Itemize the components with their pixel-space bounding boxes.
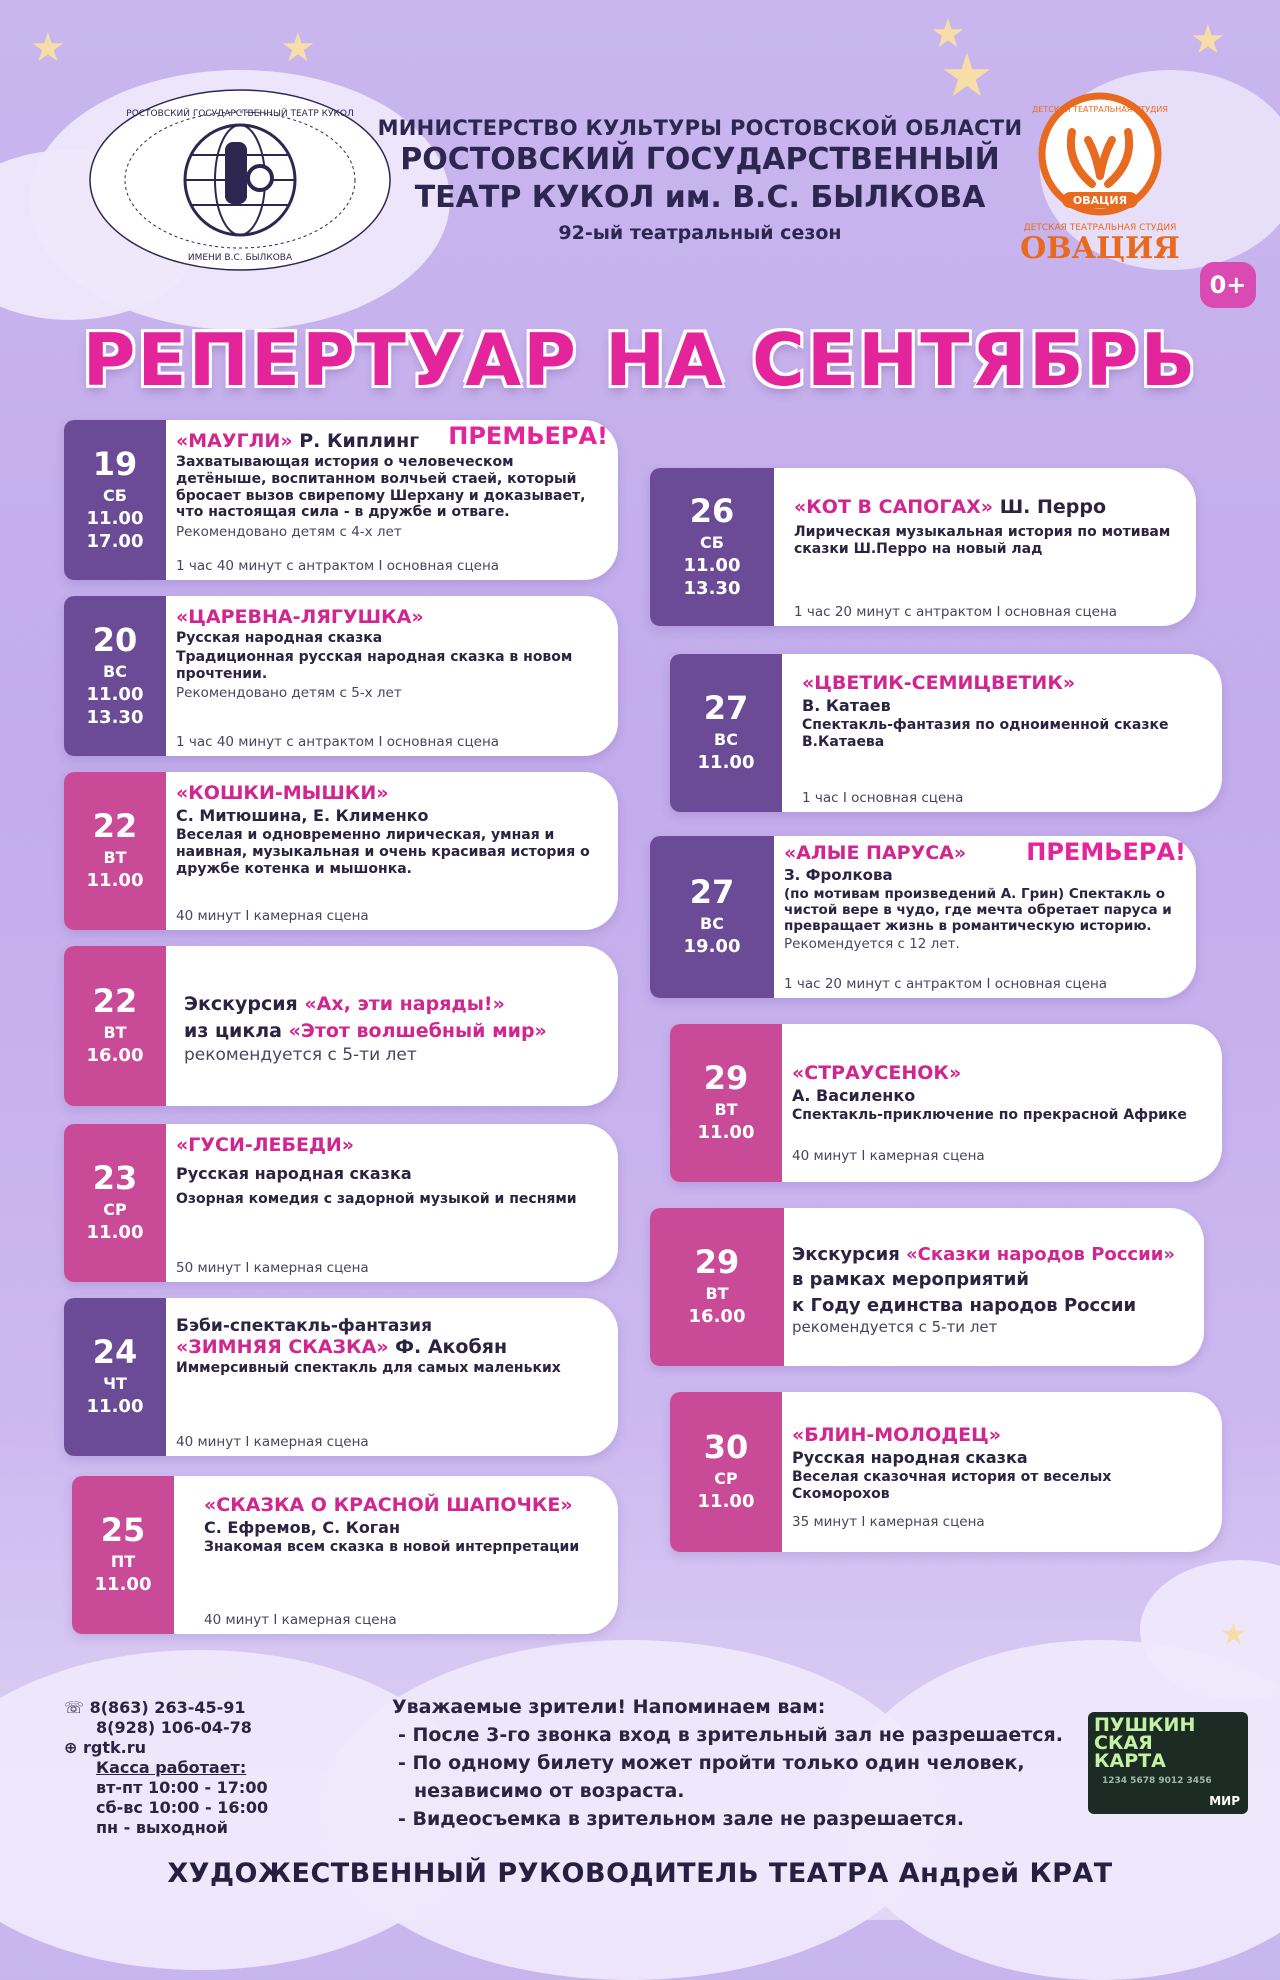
event-weekday: ЧТ bbox=[103, 1374, 127, 1394]
event-duration-stage: 1 час 40 минут с антрактом I основная сцена bbox=[176, 558, 500, 574]
pushkin-card-line2: СКАЯ bbox=[1094, 1732, 1153, 1754]
event-card[interactable] bbox=[670, 1392, 1222, 1552]
event-author: Р. Киплинг bbox=[292, 430, 420, 452]
artistic-director: ХУДОЖЕСТВЕННЫЙ РУКОВОДИТЕЛЬ ТЕАТРА Андрей КРАТ bbox=[167, 1858, 1113, 1889]
date-block bbox=[670, 1024, 782, 1182]
studio-caption: ДЕТСКАЯ ТЕАТРАЛЬНАЯ СТУДИЯ bbox=[1023, 223, 1177, 233]
event-duration-stage: 40 минут I камерная сцена bbox=[176, 908, 369, 924]
event-weekday: ВТ bbox=[103, 848, 127, 868]
event-description: Спектакль-приключение по прекрасной Африке bbox=[792, 1107, 1187, 1124]
event-day: 29 bbox=[694, 1243, 740, 1282]
excursion-card[interactable] bbox=[64, 946, 618, 1106]
notice-item: - После 3-го звонка вход в зрительный зал не разрешается. bbox=[398, 1724, 1063, 1746]
date-block bbox=[64, 596, 166, 756]
event-card[interactable] bbox=[64, 420, 618, 580]
event-age-recommendation: Рекомендовано детям с 5-х лет bbox=[176, 685, 402, 702]
date-block bbox=[64, 1298, 166, 1456]
pushkin-card-line1: ПУШКИН bbox=[1094, 1714, 1196, 1736]
event-author: Ф. Акобян bbox=[388, 1336, 508, 1359]
contact-phone1[interactable]: ☏ 8(863) 263-45-91 bbox=[64, 1698, 246, 1717]
notice-item: - По одному билету может пройти только один человек, bbox=[398, 1752, 1025, 1774]
event-time: 11.00 bbox=[697, 1122, 755, 1144]
date-block bbox=[670, 1392, 782, 1552]
event-age-recommendation: Рекомендовано детям с 4-х лет bbox=[176, 524, 402, 541]
event-day: 23 bbox=[92, 1159, 138, 1198]
event-card[interactable] bbox=[64, 1298, 618, 1456]
event-duration-stage: 1 час 20 минут с антрактом I основная сцена bbox=[794, 604, 1118, 620]
event-weekday: ВТ bbox=[705, 1284, 729, 1304]
notice-title: Уважаемые зрители! Напоминаем вам: bbox=[392, 1696, 826, 1718]
excursion-label: Экскурсия bbox=[184, 993, 305, 1016]
globe-icon: ⊕ bbox=[64, 1738, 83, 1757]
event-description: Спектакль-фантазия по одноименной сказке В.Катаева bbox=[802, 717, 1169, 750]
excursion-title: «Ах, эти наряды!» bbox=[304, 993, 505, 1016]
event-day: 26 bbox=[689, 491, 735, 530]
event-age-recommendation: рекомендуется с 5-ти лет bbox=[184, 1044, 417, 1065]
event-subtitle: С. Ефремов, С. Коган bbox=[204, 1518, 401, 1537]
event-time: 13.30 bbox=[86, 707, 144, 729]
event-title: «КОТ В САПОГАХ» bbox=[794, 496, 994, 518]
event-time: 11.00 bbox=[86, 683, 144, 705]
event-duration-stage: 40 минут I камерная сцена bbox=[176, 1434, 369, 1450]
date-block bbox=[650, 468, 774, 626]
event-description: (по мотивам произведений А. Грин) Спектакль о чистой вере в чудо, где мечта обретает паруса и превращает жизнь в романтическую историю. bbox=[784, 886, 1172, 935]
event-day: 27 bbox=[703, 689, 749, 728]
event-time: 19.00 bbox=[683, 936, 741, 958]
event-card[interactable] bbox=[64, 1124, 618, 1282]
event-subtitle: Русская народная сказка bbox=[176, 1164, 412, 1183]
event-description: Иммерсивный спектакль для самых маленьких bbox=[176, 1360, 561, 1377]
star-icon: ★ bbox=[940, 41, 994, 111]
date-block bbox=[670, 654, 782, 812]
contact-phone2[interactable]: 8(928) 106-04-78 bbox=[96, 1718, 252, 1737]
event-duration-stage: 1 час 20 минут с антрактом I основная сцена bbox=[784, 976, 1108, 992]
event-weekday: СР bbox=[103, 1200, 127, 1220]
event-weekday: ПТ bbox=[110, 1552, 136, 1572]
event-weekday: ВТ bbox=[103, 1023, 127, 1043]
event-subtitle: Русская народная сказка bbox=[176, 630, 383, 646]
studio-small-name: ОВАЦИЯ bbox=[1072, 194, 1128, 207]
event-time: 16.00 bbox=[86, 1045, 144, 1067]
event-time: 16.00 bbox=[688, 1306, 746, 1328]
event-title: «МАУГЛИ» bbox=[176, 430, 293, 452]
star-icon: ★ bbox=[280, 25, 316, 71]
event-card[interactable] bbox=[72, 1476, 618, 1634]
event-age-recommendation: рекомендуется с 5-ти лет bbox=[792, 1317, 998, 1336]
event-card[interactable] bbox=[670, 1024, 1222, 1182]
box-office-title: Касса работает: bbox=[96, 1758, 247, 1777]
event-description: Веселая и одновременно лирическая, умная и наивная, музыкальная и очень красивая история о дружбе котенка и мышонка. bbox=[176, 827, 590, 877]
box-office-hours-weekday: вт-пт 10:00 - 17:00 bbox=[96, 1778, 268, 1797]
event-title: «ЦАРЕВНА-ЛЯГУШКА» bbox=[176, 606, 424, 628]
pushkin-card-number: 1234 5678 9012 3456 bbox=[1102, 1776, 1212, 1786]
notice-item-continued: независимо от возраста. bbox=[414, 1780, 685, 1802]
event-subtitle: З. Фролкова bbox=[784, 866, 893, 884]
mir-logo: МИР bbox=[1209, 1794, 1240, 1808]
event-time: 11.00 bbox=[86, 870, 144, 892]
event-duration-stage: 1 час 40 минут с антрактом I основная сцена bbox=[176, 734, 500, 750]
event-title: «ГУСИ-ЛЕБЕДИ» bbox=[176, 1134, 355, 1156]
event-day: 24 bbox=[92, 1333, 138, 1372]
excursion-label: Экскурсия bbox=[792, 1244, 907, 1266]
event-time: 11.00 bbox=[94, 1574, 152, 1596]
season-text: 92-ый театральный сезон bbox=[558, 222, 842, 244]
event-title: «АЛЫЕ ПАРУСА» bbox=[784, 842, 967, 864]
event-subtitle: Русская народная сказка bbox=[792, 1448, 1028, 1467]
box-office-hours-weekend: сб-вс 10:00 - 16:00 bbox=[96, 1798, 269, 1817]
event-title: «БЛИН-МОЛОДЕЦ» bbox=[792, 1424, 1002, 1446]
event-card[interactable] bbox=[650, 468, 1196, 626]
studio-name: ОВАЦИЯ bbox=[1020, 231, 1180, 262]
star-icon: ★ bbox=[930, 11, 966, 57]
event-description: Традиционная русская народная сказка в новом прочтении. bbox=[176, 648, 573, 682]
ovation-studio-logo bbox=[1000, 92, 1200, 262]
date-block bbox=[64, 1124, 166, 1282]
event-time: 11.00 bbox=[697, 752, 755, 774]
event-title: «ЦВЕТИК-СЕМИЦВЕТИК» bbox=[802, 672, 1076, 694]
phone-icon: ☏ bbox=[64, 1698, 90, 1717]
event-age-recommendation: Рекомендуется с 12 лет. bbox=[784, 935, 960, 952]
date-block bbox=[64, 946, 166, 1106]
event-description: Озорная комедия с задорной музыкой и песнями bbox=[176, 1191, 577, 1208]
event-title: «КОШКИ-МЫШКИ» bbox=[176, 782, 389, 804]
excursion-line3: к Году единства народов России bbox=[792, 1294, 1137, 1316]
age-rating-badge: 0+ bbox=[1200, 262, 1256, 308]
event-description: Захватывающая история о человеческом детёныше, воспитанном волчьей стаей, который бросает вызов свирепому Шерхану и доказывает, что настоящая сила - в дружбе и отваге. bbox=[176, 454, 586, 521]
notice-item: - Видеосъемка в зрительном зале не разрешается. bbox=[398, 1808, 965, 1830]
event-weekday: СБ bbox=[700, 532, 724, 552]
event-title: «СТРАУСЕНОК» bbox=[792, 1062, 962, 1084]
event-day: 25 bbox=[100, 1511, 146, 1550]
date-block bbox=[72, 1476, 174, 1634]
event-weekday: ВС bbox=[700, 914, 724, 934]
pushkin-card-line3: КАРТА bbox=[1094, 1750, 1166, 1772]
theatre-seal-logo bbox=[80, 80, 400, 280]
event-duration-stage: 35 минут I камерная сцена bbox=[792, 1514, 985, 1530]
event-time: 11.00 bbox=[86, 1396, 144, 1418]
excursion-line2: в рамках мероприятий bbox=[792, 1269, 1029, 1291]
page-title: РЕПЕРТУАР НА СЕНТЯБРЬ bbox=[82, 318, 1198, 402]
event-weekday: ВС bbox=[714, 730, 738, 750]
event-author: Ш. Перро bbox=[993, 496, 1107, 518]
studio-ring-text: ДЕТСКАЯ ТЕАТРАЛЬНАЯ СТУДИЯ bbox=[1032, 105, 1168, 114]
event-card[interactable] bbox=[64, 772, 618, 930]
event-weekday: СР bbox=[714, 1469, 738, 1489]
theatre-name-line2: ТЕАТР КУКОЛ им. В.С. БЫЛКОВА bbox=[414, 180, 986, 215]
event-time: 13.30 bbox=[683, 578, 741, 600]
event-weekday: ВТ bbox=[714, 1100, 738, 1120]
event-day: 29 bbox=[703, 1059, 749, 1098]
event-title: «СКАЗКА О КРАСНОЙ ШАПОЧКЕ» bbox=[204, 1494, 573, 1516]
excursion-series-label: из цикла bbox=[184, 1020, 289, 1042]
star-icon: ★ bbox=[30, 25, 66, 71]
event-weekday: ВС bbox=[103, 661, 127, 681]
event-day: 22 bbox=[92, 982, 138, 1021]
event-time: 11.00 bbox=[86, 1222, 144, 1244]
event-title: «ЗИМНЯЯ СКАЗКА» bbox=[176, 1336, 389, 1359]
date-block bbox=[650, 1208, 784, 1366]
premiere-badge: ПРЕМЬЕРА! bbox=[1026, 838, 1186, 866]
seal-text-top: РОСТОВСКИЙ ГОСУДАРСТВЕННЫЙ ТЕАТР КУКОЛ bbox=[126, 109, 354, 119]
event-subtitle: А. Василенко bbox=[792, 1086, 916, 1105]
event-day: 22 bbox=[92, 807, 138, 846]
event-subtitle: В. Катаев bbox=[802, 696, 891, 715]
contact-site[interactable]: ⊕ rgtk.ru bbox=[64, 1738, 146, 1757]
excursion-card[interactable] bbox=[650, 1208, 1204, 1366]
excursion-series: «Этот волшебный мир» bbox=[288, 1020, 547, 1042]
event-card[interactable] bbox=[670, 654, 1222, 812]
box-office-day-off: пн - выходной bbox=[96, 1818, 228, 1837]
event-day: 27 bbox=[689, 873, 735, 912]
event-duration-stage: 1 час I основная сцена bbox=[802, 790, 964, 806]
event-genre: Бэби-спектакль-фантазия bbox=[176, 1316, 432, 1336]
event-day: 19 bbox=[92, 444, 138, 483]
star-icon: ★ bbox=[1220, 1617, 1247, 1652]
ministry-text: МИНИСТЕРСТВО КУЛЬТУРЫ РОСТОВСКОЙ ОБЛАСТИ bbox=[377, 116, 1023, 140]
event-time: 11.00 bbox=[86, 507, 144, 529]
event-time: 17.00 bbox=[86, 531, 144, 553]
date-block bbox=[64, 420, 166, 580]
pushkin-card-logo bbox=[1088, 1712, 1248, 1814]
event-description: Знакомая всем сказка в новой интерпретации bbox=[204, 1539, 580, 1556]
event-description: Лирическая музыкальная история по мотивам сказки Ш.Перро на новый лад bbox=[794, 524, 1171, 557]
event-description: Веселая сказочная история от веселых Скоморохов bbox=[792, 1469, 1112, 1502]
date-block bbox=[650, 836, 774, 998]
excursion-title: «Сказки народов России» bbox=[906, 1244, 1175, 1266]
event-duration-stage: 40 минут I камерная сцена bbox=[792, 1148, 985, 1164]
event-time: 11.00 bbox=[697, 1491, 755, 1513]
seal-text-bottom: ИМЕНИ В.С. БЫЛКОВА bbox=[187, 253, 293, 263]
star-icon: ★ bbox=[1190, 17, 1226, 63]
event-day: 20 bbox=[92, 620, 138, 659]
date-block bbox=[64, 772, 166, 930]
theatre-name-line1: РОСТОВСКИЙ ГОСУДАРСТВЕННЫЙ bbox=[400, 142, 1000, 177]
event-card[interactable] bbox=[650, 836, 1196, 998]
event-duration-stage: 50 минут I камерная сцена bbox=[176, 1260, 369, 1276]
event-card[interactable] bbox=[64, 596, 618, 756]
event-day: 30 bbox=[703, 1428, 749, 1467]
event-subtitle: С. Митюшина, Е. Клименко bbox=[176, 806, 429, 825]
event-duration-stage: 40 минут I камерная сцена bbox=[204, 1612, 397, 1628]
premiere-badge: ПРЕМЬЕРА! bbox=[448, 422, 608, 450]
event-time: 11.00 bbox=[683, 554, 741, 576]
event-weekday: СБ bbox=[103, 485, 127, 505]
